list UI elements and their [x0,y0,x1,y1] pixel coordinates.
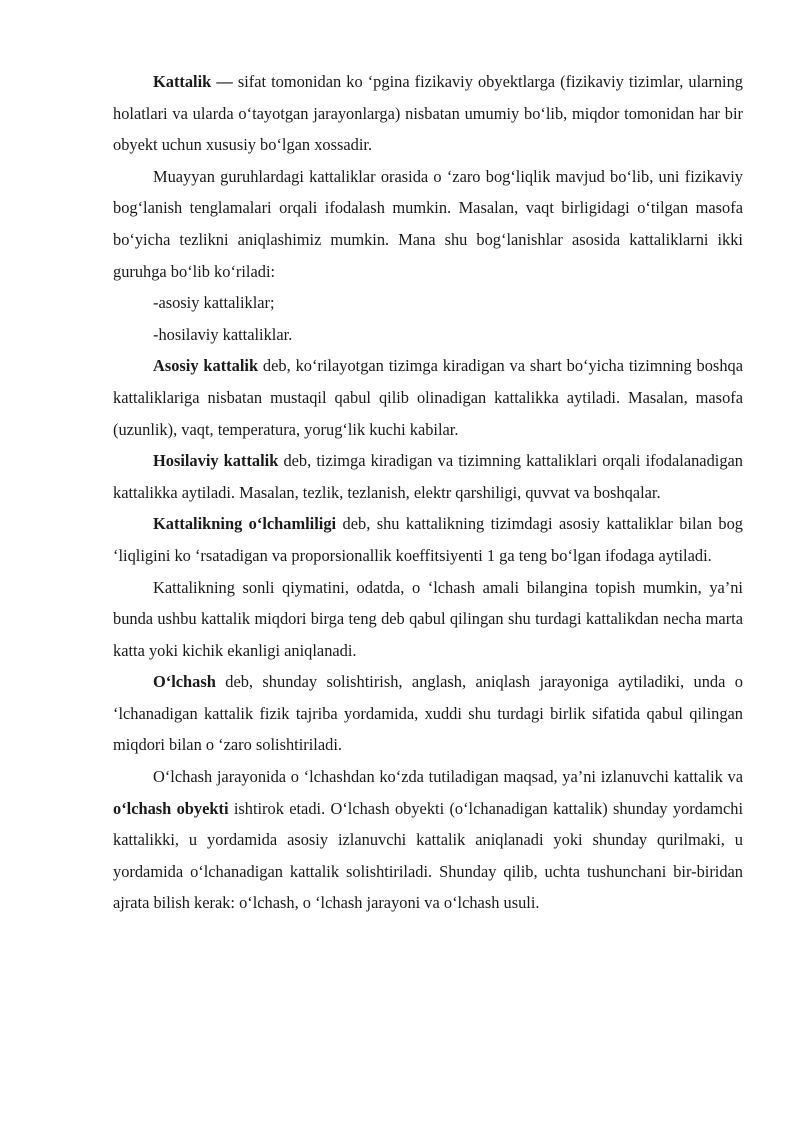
paragraph-text: ishtirok etadi. O‘lchash obyekti (o‘lchanadigan kattalik) shunday yordamchi kattalikki, u yordamida asosiy izlanuvchi kattalik aniqlanadi yoki shunday qurilmaki, u yordamida o‘lchanadigan kattalik solishtiriladi. Shunday qilib, uchta tushunchani bir-biridan ajrata bilish kerak: o‘lchash, o ‘lchash jarayoni va o‘lchash usuli. [113,798,744,913]
list-item-asosiy: -asosiy kattaliklar; [153,293,275,313]
term-kattalik: Kattalik — [153,72,233,91]
term-asosiy-kattalik: Asosiy kattalik [153,356,259,376]
paragraph-text: O‘lchash jarayonida o ‘lchashdan ko‘zda tutiladigan maqsad, ya’ni izlanuvchi kattalik va [153,767,743,787]
paragraph-text: deb, ko‘rilayotgan tizimga kiradigan va shart bo‘yicha tizimning boshqa kattaliklariga nisbatan mustaqil qabul qilib olinadigan kattalikka aytiladi. Masalan, masofa (uzunlik), vaqt, temperatura, yorug‘lik kuchi kabilar. [113,356,743,439]
paragraph-relations [113,161,743,287]
document-page [113,66,743,919]
paragraph-olchash-jarayoni [113,761,743,919]
paragraph-hosilaviy-kattalik [113,445,743,508]
term-olchamlilik: Kattalikning o‘lchamliligi [153,514,337,534]
paragraph-text: Muayyan guruhlardagi kattaliklar orasida o ‘zaro bog‘liqlik mavjud bo‘lib, uni fizikaviy bog‘lanish tenglamalari orqali ifodalash mumkin. Masalan, vaqt birligidagi o‘tilgan masofa bo‘yicha tezlikni aniqlashimiz mumkin. Mana shu bog‘lanishlar asosida kattaliklarni ikki guruhga bo‘lib ko‘riladi: [113,166,743,281]
paragraph-sonli-qiymat [113,572,743,667]
paragraph-olchamlilik [113,508,743,571]
paragraph-text: Kattalikning sonli qiymatini, odatda, o ‘lchash amali bilangina topish mumkin, ya’ni bunda ushbu kattalik miqdori birga teng deb qabul qilingan shu turdagi kattalikdan necha marta katta yoki kichik ekanligi aniqlanadi. [113,577,743,660]
paragraph-text: deb, tizimga kiradigan va tizimning kattaliklari orqali ifodalanadigan kattalikka aytiladi. Masalan, tezlik, tezlanish, elektr qarshiligi, quvvat va boshqalar. [113,451,743,502]
paragraph-kattalik-definition [113,66,743,161]
paragraph-asosiy-kattalik [113,350,743,445]
paragraph-olchash-definition [113,666,743,761]
term-olchash-obyekti: o‘lchash obyekti [113,798,229,818]
paragraph-text: deb, shu kattalikning tizimdagi asosiy kattaliklar bilan bog ‘liqligini ko ‘rsatadigan va proporsionallik koeffitsiyenti 1 ga teng bo‘lgan ifodaga aytiladi. [113,514,743,565]
paragraph-text: sifat tomonidan ko ‘pgina fizikaviy obyektlarga (fizikaviy tizimlar, ularning holatlari va ularda o‘tayotgan jarayonlarga) nisbatan umumiy bo‘lib, miqdor tomonidan har bir obyekt uchun xususiy bo‘lgan xossadir. [113,72,744,155]
list-item-hosilaviy: -hosilaviy kattaliklar. [153,324,293,344]
term-olchash: O‘lchash [153,672,216,692]
paragraph-text: deb, shunday solishtirish, anglash, aniqlash jarayoniga aytiladiki, unda o ‘lchanadigan kattalik fizik tajriba yordamida, xuddi shu turdagi birlik sifatida qabul qilingan miqdori bilan o ‘zaro solishtiriladi. [113,672,743,755]
term-hosilaviy-kattalik: Hosilaviy kattalik [153,451,279,471]
